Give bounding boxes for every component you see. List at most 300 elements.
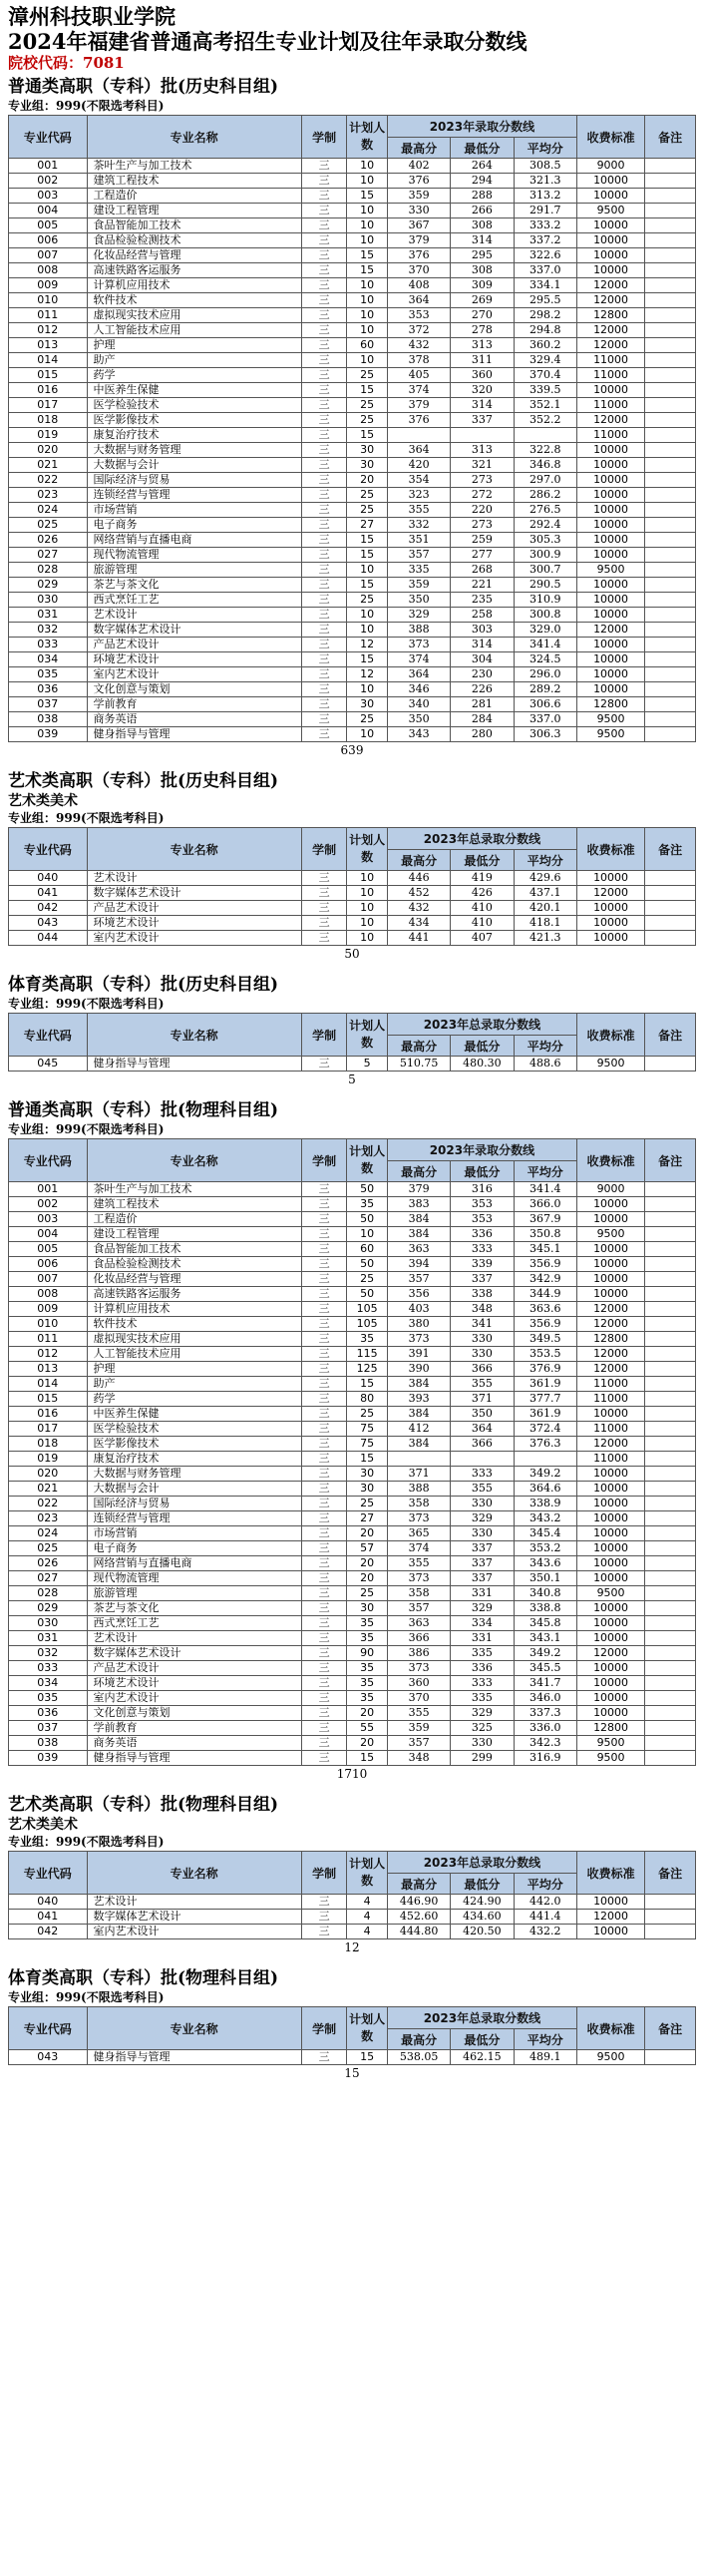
table-cell bbox=[645, 1057, 696, 1072]
table-cell: 353.2 bbox=[514, 1541, 576, 1556]
table-cell: 018 bbox=[9, 1437, 88, 1452]
table-cell: 9000 bbox=[576, 159, 644, 174]
table-cell: 432 bbox=[387, 338, 450, 353]
table-cell: 021 bbox=[9, 458, 88, 473]
table-cell: 艺术设计 bbox=[87, 871, 301, 886]
table-cell: 三 bbox=[301, 1556, 347, 1571]
table-row bbox=[9, 503, 696, 518]
table-cell bbox=[645, 1676, 696, 1691]
table-cell: 333.2 bbox=[514, 218, 576, 233]
table-cell: 25 bbox=[347, 368, 388, 383]
table-cell: 336 bbox=[451, 1227, 514, 1242]
table-header bbox=[9, 1139, 696, 1182]
table-row bbox=[9, 1910, 696, 1925]
table-cell: 10000 bbox=[576, 1571, 644, 1586]
table-row bbox=[9, 1511, 696, 1526]
table-cell: 300.9 bbox=[514, 548, 576, 563]
table-cell: 30 bbox=[347, 1601, 388, 1616]
col-years: 学制 bbox=[301, 2007, 347, 2050]
table-row bbox=[9, 1242, 696, 1257]
table-cell: 035 bbox=[9, 667, 88, 682]
table-row bbox=[9, 1586, 696, 1601]
col-name: 专业名称 bbox=[87, 2007, 301, 2050]
table-cell: 004 bbox=[9, 204, 88, 218]
table-cell: 三 bbox=[301, 563, 347, 578]
table-row bbox=[9, 233, 696, 248]
table-cell: 388 bbox=[387, 623, 450, 638]
table-cell: 数字媒体艺术设计 bbox=[87, 623, 301, 638]
col-code: 专业代码 bbox=[9, 1139, 88, 1182]
table-cell: 三 bbox=[301, 1925, 347, 1939]
table-cell: 304 bbox=[451, 652, 514, 667]
table-cell: 278 bbox=[451, 323, 514, 338]
table-cell: 355 bbox=[451, 1377, 514, 1392]
table-cell: 276.5 bbox=[514, 503, 576, 518]
table-cell: 旅游管理 bbox=[87, 563, 301, 578]
table-cell: 25 bbox=[347, 503, 388, 518]
table-cell: 364 bbox=[451, 1422, 514, 1437]
table-cell: 009 bbox=[9, 278, 88, 293]
table-cell: 化妆品经营与管理 bbox=[87, 1272, 301, 1287]
table-cell: 002 bbox=[9, 174, 88, 189]
table-cell bbox=[645, 1257, 696, 1272]
table-cell: 大数据与财务管理 bbox=[87, 1467, 301, 1482]
table-cell: 446 bbox=[387, 871, 450, 886]
table-row bbox=[9, 1467, 696, 1482]
table-cell: 384 bbox=[387, 1212, 450, 1227]
table-body bbox=[9, 871, 696, 946]
table-cell: 334 bbox=[451, 1616, 514, 1631]
table-cell bbox=[645, 1182, 696, 1197]
table-cell: 379 bbox=[387, 1182, 450, 1197]
table-cell: 355 bbox=[387, 1556, 450, 1571]
table-row bbox=[9, 443, 696, 458]
table-cell: 10000 bbox=[576, 533, 644, 548]
table-cell: 038 bbox=[9, 1736, 88, 1751]
table-cell: 335 bbox=[451, 1646, 514, 1661]
col-score-group: 2023年总录取分数线 bbox=[387, 2007, 576, 2029]
table-row bbox=[9, 1317, 696, 1332]
table-cell bbox=[645, 488, 696, 503]
col-min: 最低分 bbox=[451, 850, 514, 871]
table-cell: 三 bbox=[301, 1197, 347, 1212]
table-cell bbox=[645, 1422, 696, 1437]
table-row bbox=[9, 518, 696, 533]
table-cell: 三 bbox=[301, 1467, 347, 1482]
table-cell bbox=[645, 563, 696, 578]
table-cell: 10 bbox=[347, 901, 388, 916]
table-cell: 10000 bbox=[576, 1212, 644, 1227]
table-cell: 市场营销 bbox=[87, 1526, 301, 1541]
col-name: 专业名称 bbox=[87, 828, 301, 871]
table-cell: 三 bbox=[301, 398, 347, 413]
table-cell: 10000 bbox=[576, 1511, 644, 1526]
table-cell: 488.6 bbox=[514, 1057, 576, 1072]
col-min: 最低分 bbox=[451, 138, 514, 159]
table-cell: 50 bbox=[347, 1287, 388, 1302]
table-cell: 计算机应用技术 bbox=[87, 1302, 301, 1317]
table-row bbox=[9, 204, 696, 218]
table-cell: 虚拟现实技术应用 bbox=[87, 1332, 301, 1347]
table-cell: 10000 bbox=[576, 1497, 644, 1511]
table-cell: 现代物流管理 bbox=[87, 1571, 301, 1586]
table-cell: 9500 bbox=[576, 712, 644, 727]
col-years: 学制 bbox=[301, 116, 347, 159]
col-avg: 平均分 bbox=[514, 2029, 576, 2050]
table-cell: 食品检验检测技术 bbox=[87, 1257, 301, 1272]
table-row bbox=[9, 1422, 696, 1437]
table-cell: 4 bbox=[347, 1925, 388, 1939]
table-row bbox=[9, 353, 696, 368]
table-cell: 国际经济与贸易 bbox=[87, 473, 301, 488]
table-cell: 10000 bbox=[576, 233, 644, 248]
table-cell: 343 bbox=[387, 727, 450, 742]
table-cell bbox=[645, 1526, 696, 1541]
table-row bbox=[9, 901, 696, 916]
table-cell: 茶叶生产与加工技术 bbox=[87, 1182, 301, 1197]
table-cell: 321.3 bbox=[514, 174, 576, 189]
table-row bbox=[9, 1601, 696, 1616]
table-cell: 30 bbox=[347, 443, 388, 458]
table-row bbox=[9, 428, 696, 443]
col-code: 专业代码 bbox=[9, 1014, 88, 1057]
table-cell: 市场营销 bbox=[87, 503, 301, 518]
table-body bbox=[9, 1895, 696, 1939]
table-cell: 044 bbox=[9, 931, 88, 946]
table-cell: 014 bbox=[9, 1377, 88, 1392]
table-cell: 学前教育 bbox=[87, 697, 301, 712]
table-cell bbox=[645, 1227, 696, 1242]
table-cell bbox=[645, 1392, 696, 1407]
table-cell: 10000 bbox=[576, 1287, 644, 1302]
col-max: 最高分 bbox=[387, 2029, 450, 2050]
table-cell: 三 bbox=[301, 473, 347, 488]
table-cell: 419 bbox=[451, 871, 514, 886]
table-cell: 339.5 bbox=[514, 383, 576, 398]
table-cell: 12 bbox=[347, 667, 388, 682]
table-row bbox=[9, 338, 696, 353]
col-max: 最高分 bbox=[387, 138, 450, 159]
table-cell: 329 bbox=[451, 1601, 514, 1616]
table-cell: 12000 bbox=[576, 1347, 644, 1362]
table-cell: 助产 bbox=[87, 1377, 301, 1392]
table-cell: 电子商务 bbox=[87, 518, 301, 533]
table-cell: 10000 bbox=[576, 1691, 644, 1706]
table-cell: 三 bbox=[301, 1511, 347, 1526]
table-cell: 12000 bbox=[576, 1302, 644, 1317]
table-cell: 9500 bbox=[576, 1227, 644, 1242]
table-cell: 025 bbox=[9, 518, 88, 533]
col-plan: 计划人数 bbox=[347, 828, 388, 871]
table-row bbox=[9, 1227, 696, 1242]
table-cell bbox=[645, 1272, 696, 1287]
table-cell: 11000 bbox=[576, 398, 644, 413]
major-group: 专业组：999(不限选考科目) bbox=[8, 99, 165, 113]
table-cell bbox=[645, 578, 696, 593]
table-cell: 三 bbox=[301, 712, 347, 727]
table-row bbox=[9, 1925, 696, 1939]
table-cell bbox=[645, 1751, 696, 1766]
table-cell: 027 bbox=[9, 1571, 88, 1586]
table-cell: 10000 bbox=[576, 1676, 644, 1691]
table-cell: 三 bbox=[301, 1721, 347, 1736]
table-cell: 042 bbox=[9, 901, 88, 916]
table-cell: 药学 bbox=[87, 368, 301, 383]
table-cell: 337 bbox=[451, 1541, 514, 1556]
table-cell: 337.2 bbox=[514, 233, 576, 248]
table-cell bbox=[645, 1197, 696, 1212]
table-cell: 281 bbox=[451, 697, 514, 712]
table-cell: 食品智能加工技术 bbox=[87, 1242, 301, 1257]
table-cell: 医学检验技术 bbox=[87, 1422, 301, 1437]
table-cell bbox=[645, 353, 696, 368]
table-cell: 013 bbox=[9, 338, 88, 353]
table-cell: 356.9 bbox=[514, 1257, 576, 1272]
institution-code: 院校代码：7081 bbox=[8, 54, 125, 72]
table-cell: 405 bbox=[387, 368, 450, 383]
table-cell: 373 bbox=[387, 638, 450, 652]
table-row bbox=[9, 1497, 696, 1511]
table-cell: 029 bbox=[9, 1601, 88, 1616]
table-cell: 007 bbox=[9, 1272, 88, 1287]
table-cell: 10000 bbox=[576, 518, 644, 533]
table-body bbox=[9, 1057, 696, 1072]
table-cell: 网络营销与直播电商 bbox=[87, 1556, 301, 1571]
table-cell: 373 bbox=[387, 1511, 450, 1526]
table-row bbox=[9, 1482, 696, 1497]
table-cell: 342.3 bbox=[514, 1736, 576, 1751]
table-cell: 工程造价 bbox=[87, 189, 301, 204]
col-max: 最高分 bbox=[387, 1036, 450, 1057]
table-cell: 中医养生保健 bbox=[87, 383, 301, 398]
table-cell: 20 bbox=[347, 1526, 388, 1541]
table-cell: 331 bbox=[451, 1631, 514, 1646]
table-cell: 359 bbox=[387, 189, 450, 204]
table-cell: 372.4 bbox=[514, 1422, 576, 1437]
table-cell: 353 bbox=[387, 308, 450, 323]
table-cell: 316 bbox=[451, 1182, 514, 1197]
table-cell: 036 bbox=[9, 682, 88, 697]
table-cell bbox=[645, 1910, 696, 1925]
table-cell: 三 bbox=[301, 1302, 347, 1317]
table-cell: 310.9 bbox=[514, 593, 576, 608]
table-cell: 308 bbox=[451, 263, 514, 278]
table-cell: 280 bbox=[451, 727, 514, 742]
table-cell bbox=[645, 608, 696, 623]
table-cell bbox=[645, 901, 696, 916]
table-cell: 西式烹饪工艺 bbox=[87, 593, 301, 608]
table-cell: 15 bbox=[347, 1452, 388, 1467]
table-cell: 护理 bbox=[87, 338, 301, 353]
section-title: 艺术类高职（专科）批(历史科目组) bbox=[8, 771, 279, 791]
table-cell: 359 bbox=[387, 1721, 450, 1736]
table-cell: 10000 bbox=[576, 1601, 644, 1616]
table-cell bbox=[645, 1212, 696, 1227]
section-title: 普通类高职（专科）批(历史科目组) bbox=[8, 77, 279, 97]
table-cell: 025 bbox=[9, 1541, 88, 1556]
table-cell: 人工智能技术应用 bbox=[87, 1347, 301, 1362]
table-cell: 三 bbox=[301, 1586, 347, 1601]
table-row bbox=[9, 608, 696, 623]
table-cell: 367.9 bbox=[514, 1212, 576, 1227]
table-cell: 040 bbox=[9, 1895, 88, 1910]
table-cell: 384 bbox=[387, 1437, 450, 1452]
table-cell: 001 bbox=[9, 159, 88, 174]
table-row bbox=[9, 1706, 696, 1721]
col-name: 专业名称 bbox=[87, 1139, 301, 1182]
table-cell: 338 bbox=[451, 1287, 514, 1302]
table-cell: 10 bbox=[347, 174, 388, 189]
table-cell: 314 bbox=[451, 233, 514, 248]
table-cell: 12000 bbox=[576, 1362, 644, 1377]
table-cell: 297.0 bbox=[514, 473, 576, 488]
table-cell: 039 bbox=[9, 727, 88, 742]
table-cell: 10 bbox=[347, 323, 388, 338]
table-cell: 418.1 bbox=[514, 916, 576, 931]
table-cell: 329 bbox=[451, 1706, 514, 1721]
table-cell: 三 bbox=[301, 308, 347, 323]
table-cell bbox=[645, 323, 696, 338]
table-cell: 408 bbox=[387, 278, 450, 293]
table-cell: 大数据与会计 bbox=[87, 458, 301, 473]
table-cell: 322.8 bbox=[514, 443, 576, 458]
table-cell: 文化创意与策划 bbox=[87, 682, 301, 697]
table-cell: 366 bbox=[387, 1631, 450, 1646]
major-group: 专业组：999(不限选考科目) bbox=[8, 997, 165, 1011]
table-cell: 333 bbox=[451, 1242, 514, 1257]
col-plan: 计划人数 bbox=[347, 1014, 388, 1057]
table-cell bbox=[645, 1407, 696, 1422]
table-cell: 277 bbox=[451, 548, 514, 563]
table-cell: 371 bbox=[387, 1467, 450, 1482]
table-cell: 健身指导与管理 bbox=[87, 2050, 301, 2065]
table-cell: 019 bbox=[9, 428, 88, 443]
table-cell: 038 bbox=[9, 712, 88, 727]
table-cell: 三 bbox=[301, 901, 347, 916]
table-row bbox=[9, 697, 696, 712]
table-cell: 346.8 bbox=[514, 458, 576, 473]
table-cell: 042 bbox=[9, 1925, 88, 1939]
table-cell: 264 bbox=[451, 159, 514, 174]
table-cell: 333 bbox=[451, 1467, 514, 1482]
table-cell: 035 bbox=[9, 1691, 88, 1706]
table-cell: 045 bbox=[9, 1057, 88, 1072]
col-note: 备注 bbox=[645, 1139, 696, 1182]
table-cell: 380 bbox=[387, 1317, 450, 1332]
table-row bbox=[9, 1751, 696, 1766]
table-row bbox=[9, 1212, 696, 1227]
table-cell: 538.05 bbox=[387, 2050, 450, 2065]
table-cell bbox=[645, 652, 696, 667]
table-cell bbox=[645, 428, 696, 443]
table-cell: 384 bbox=[387, 1227, 450, 1242]
table-cell bbox=[645, 443, 696, 458]
table-cell: 338.9 bbox=[514, 1497, 576, 1511]
table-cell bbox=[645, 1497, 696, 1511]
table-cell: 330 bbox=[451, 1736, 514, 1751]
table-cell: 115 bbox=[347, 1347, 388, 1362]
table-cell: 006 bbox=[9, 1257, 88, 1272]
table-cell: 三 bbox=[301, 1497, 347, 1511]
col-fee: 收费标准 bbox=[576, 1139, 644, 1182]
table-cell: 20 bbox=[347, 1706, 388, 1721]
table-cell: 三 bbox=[301, 931, 347, 946]
table-cell: 三 bbox=[301, 323, 347, 338]
table-cell: 309 bbox=[451, 278, 514, 293]
table-cell: 25 bbox=[347, 712, 388, 727]
table-cell: 030 bbox=[9, 593, 88, 608]
table-cell: 020 bbox=[9, 1467, 88, 1482]
table-cell: 10000 bbox=[576, 1616, 644, 1631]
col-years: 学制 bbox=[301, 828, 347, 871]
table-cell: 352.2 bbox=[514, 413, 576, 428]
table-cell: 020 bbox=[9, 443, 88, 458]
table-cell: 023 bbox=[9, 488, 88, 503]
table-cell: 9500 bbox=[576, 1057, 644, 1072]
table-cell bbox=[645, 1482, 696, 1497]
table-cell: 三 bbox=[301, 293, 347, 308]
table-cell: 342.9 bbox=[514, 1272, 576, 1287]
table-cell: 11000 bbox=[576, 1452, 644, 1467]
table-cell: 043 bbox=[9, 2050, 88, 2065]
table-cell: 9500 bbox=[576, 727, 644, 742]
table-cell bbox=[645, 1706, 696, 1721]
table-cell: 10000 bbox=[576, 548, 644, 563]
table-cell: 25 bbox=[347, 1497, 388, 1511]
table-cell: 连锁经营与管理 bbox=[87, 488, 301, 503]
table-cell bbox=[645, 727, 696, 742]
table-cell: 10000 bbox=[576, 652, 644, 667]
table-cell: 305.3 bbox=[514, 533, 576, 548]
table-cell: 378 bbox=[387, 353, 450, 368]
table-row bbox=[9, 1272, 696, 1287]
table-cell: 033 bbox=[9, 1661, 88, 1676]
table-cell: 15 bbox=[347, 533, 388, 548]
table-cell: 335 bbox=[451, 1691, 514, 1706]
table-cell: 三 bbox=[301, 697, 347, 712]
table-cell bbox=[645, 1362, 696, 1377]
table-cell: 三 bbox=[301, 368, 347, 383]
table-cell bbox=[645, 1242, 696, 1257]
table-cell: 017 bbox=[9, 1422, 88, 1437]
table-cell: 10 bbox=[347, 233, 388, 248]
col-min: 最低分 bbox=[451, 2029, 514, 2050]
table-cell: 医学影像技术 bbox=[87, 413, 301, 428]
table-cell: 30 bbox=[347, 458, 388, 473]
table-cell: 403 bbox=[387, 1302, 450, 1317]
table-cell: 289.2 bbox=[514, 682, 576, 697]
col-fee: 收费标准 bbox=[576, 1014, 644, 1057]
table-cell: 15 bbox=[347, 248, 388, 263]
table-cell bbox=[645, 1317, 696, 1332]
table-cell: 348 bbox=[387, 1751, 450, 1766]
table-cell bbox=[514, 1452, 576, 1467]
document-title: 2024年福建省普通高考招生专业计划及往年录取分数线 bbox=[8, 29, 528, 54]
table-row bbox=[9, 623, 696, 638]
table-cell bbox=[645, 189, 696, 204]
table-cell bbox=[645, 398, 696, 413]
table-row bbox=[9, 1895, 696, 1910]
table-cell bbox=[645, 593, 696, 608]
major-group: 专业组：999(不限选考科目) bbox=[8, 811, 165, 825]
table-cell: 373 bbox=[387, 1661, 450, 1676]
table-cell: 三 bbox=[301, 1212, 347, 1227]
table-cell: 329 bbox=[451, 1511, 514, 1526]
table-cell: 10 bbox=[347, 563, 388, 578]
table-cell: 三 bbox=[301, 353, 347, 368]
plan-table bbox=[8, 1851, 696, 1939]
table-cell: 10000 bbox=[576, 488, 644, 503]
